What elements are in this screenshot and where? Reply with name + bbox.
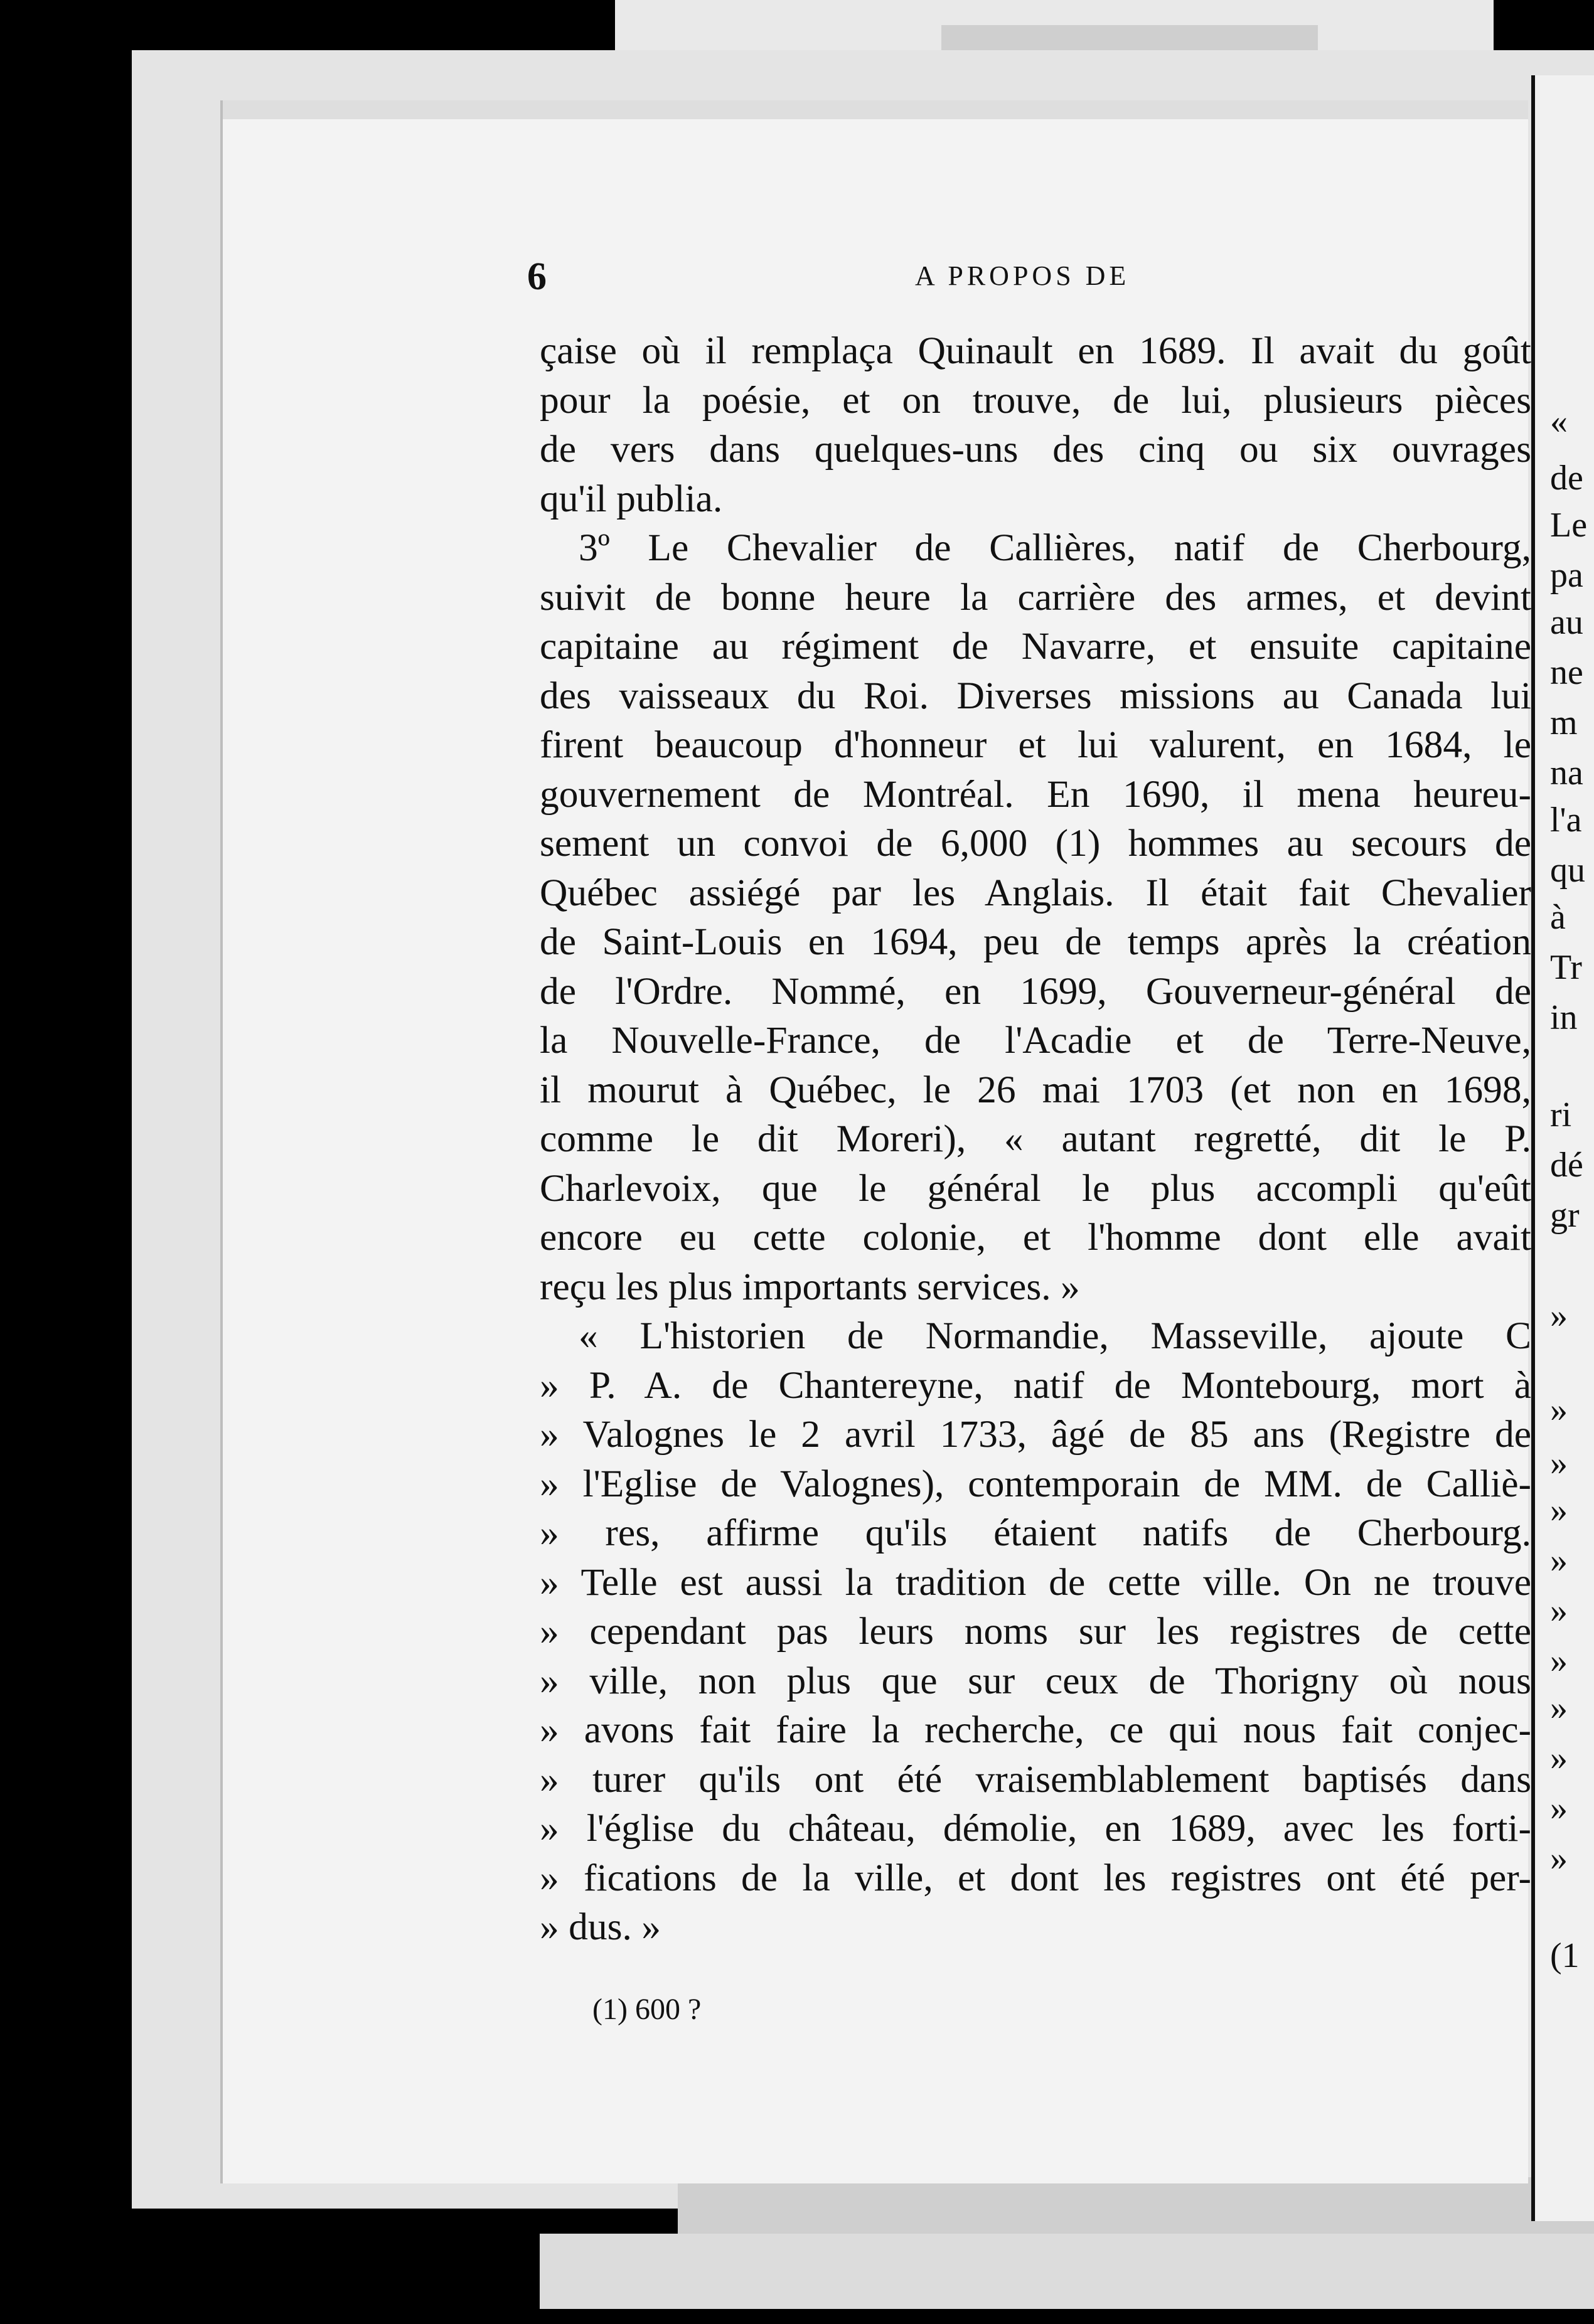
text-line: 3º Le Chevalier de Callières, natif de Cherbourg, [579, 526, 1531, 569]
next-page-fragment: de [1550, 459, 1583, 498]
next-page-fragment: m [1550, 703, 1578, 742]
text-line: firent beaucoup d'honneur et lui valurent, en 1684, le [540, 723, 1531, 766]
next-page-fragment: » [1550, 1541, 1568, 1580]
text-line: çaise où il remplaça Quinault en 1689. Il avait du goût [540, 329, 1531, 372]
next-page-fragment: in [1550, 998, 1578, 1037]
text-line: gouvernement de Montréal. En 1690, il mena heureu- [540, 772, 1531, 816]
bottom-sheet [540, 2234, 1594, 2309]
text-line: » dus. » [540, 1906, 661, 1948]
next-page-fragment: » [1550, 1688, 1568, 1727]
text-line: » fications de la ville, et dont les registres ont été per- [540, 1856, 1531, 1899]
text-line: suivit de bonne heure la carrière des armes, et devint [540, 575, 1531, 619]
next-page-fragment: qu [1550, 851, 1585, 890]
text-line: pour la poésie, et on trouve, de lui, plusieurs pièces [540, 378, 1531, 422]
next-page-fragment: gr [1550, 1196, 1580, 1235]
page-number: 6 [527, 255, 547, 298]
text-line: qu'il publia. [540, 477, 723, 520]
next-page-fragment: dé [1550, 1146, 1583, 1185]
next-page-fragment: à [1550, 898, 1566, 937]
next-page-fragment: na [1550, 754, 1583, 792]
next-page-fragment: » [1550, 1641, 1568, 1680]
next-page-fragment: » [1550, 1390, 1568, 1429]
next-page-fragment: « [1550, 402, 1568, 441]
text-line: encore eu cette colonie, et l'homme dont elle avait [540, 1216, 1531, 1259]
page-top-shadow [223, 100, 1528, 119]
text-line: de vers dans quelques-uns des cinq ou six ouvrages [540, 428, 1531, 471]
next-page-fragment: » [1550, 1739, 1568, 1778]
next-page-fragment: » [1550, 1789, 1568, 1828]
next-page-fragment: Le [1550, 506, 1588, 545]
text-line: reçu les plus importants services. » [540, 1265, 1080, 1308]
footnote: (1) 600 ? [592, 1993, 702, 2026]
text-line: » Telle est aussi la tradition de cette ville. On ne trouve [540, 1560, 1531, 1604]
bottom-sheet-edge [678, 2177, 1594, 2234]
text-line: » ville, non plus que sur ceux de Thorigny où nous [540, 1659, 1531, 1702]
text-line: des vaisseaux du Roi. Diverses missions au Canada lui [540, 674, 1531, 717]
next-page-fragment: ne [1550, 653, 1583, 692]
text-line: la Nouvelle-France, de l'Acadie et de Terre-Neuve, [540, 1019, 1531, 1062]
text-line: il mourut à Québec, le 26 mai 1703 (et non en 1698, [540, 1068, 1531, 1111]
text-line: « L'historien de Normandie, Masseville, ajoute C [579, 1314, 1531, 1357]
next-page-fragment: » [1550, 1591, 1568, 1630]
next-page-fragment: ri [1550, 1095, 1572, 1134]
next-page-fragment: pa [1550, 556, 1583, 595]
text-line: » cependant pas leurs noms sur les registres de cette [540, 1610, 1531, 1653]
text-line: » turer qu'ils ont été vraisemblablement baptisés dans [540, 1757, 1531, 1801]
next-page-fragment: » [1550, 1491, 1568, 1530]
next-page-fragment: » [1550, 1839, 1568, 1878]
text-line: de Saint-Louis en 1694, peu de temps après la création [540, 920, 1531, 963]
text-line: » P. A. de Chantereyne, natif de Montebourg, mort à [540, 1363, 1531, 1407]
text-line: » Valognes le 2 avril 1733, âgé de 85 ans (Registre de [540, 1413, 1531, 1456]
running-head: A PROPOS DE [915, 260, 1130, 291]
text-line: comme le dit Moreri), « autant regretté, dit le P. [540, 1117, 1531, 1160]
next-page-fragment: l'a [1550, 801, 1582, 840]
next-page-fragment: » [1550, 1444, 1568, 1483]
next-page-fragment: au [1550, 603, 1583, 642]
next-page-fragment: (1 [1550, 1936, 1580, 1975]
next-page-fragment: » [1550, 1296, 1568, 1335]
text-line: de l'Ordre. Nommé, en 1699, Gouverneur-général de [540, 969, 1531, 1013]
page-body-text [540, 326, 1531, 1952]
text-line: » l'église du château, démolie, en 1689, avec les forti- [540, 1807, 1531, 1850]
text-line: Charlevoix, que le général le plus accompli qu'eût [540, 1166, 1531, 1210]
page-header [527, 251, 1437, 307]
text-line: » l'Eglise de Valognes), contemporain de MM. de Calliè- [540, 1462, 1531, 1505]
text-line: Québec assiégé par les Anglais. Il était fait Chevalier [540, 871, 1531, 914]
next-page-fragment: Tr [1550, 948, 1582, 987]
text-line: capitaine au régiment de Navarre, et ensuite capitaine [540, 625, 1531, 668]
text-line: » res, affirme qu'ils étaient natifs de Cherbourg. [540, 1511, 1531, 1554]
text-line: » avons fait faire la recherche, ce qui nous fait conjec- [540, 1708, 1531, 1751]
text-line: sement un convoi de 6,000 (1) hommes au secours de [540, 822, 1531, 865]
